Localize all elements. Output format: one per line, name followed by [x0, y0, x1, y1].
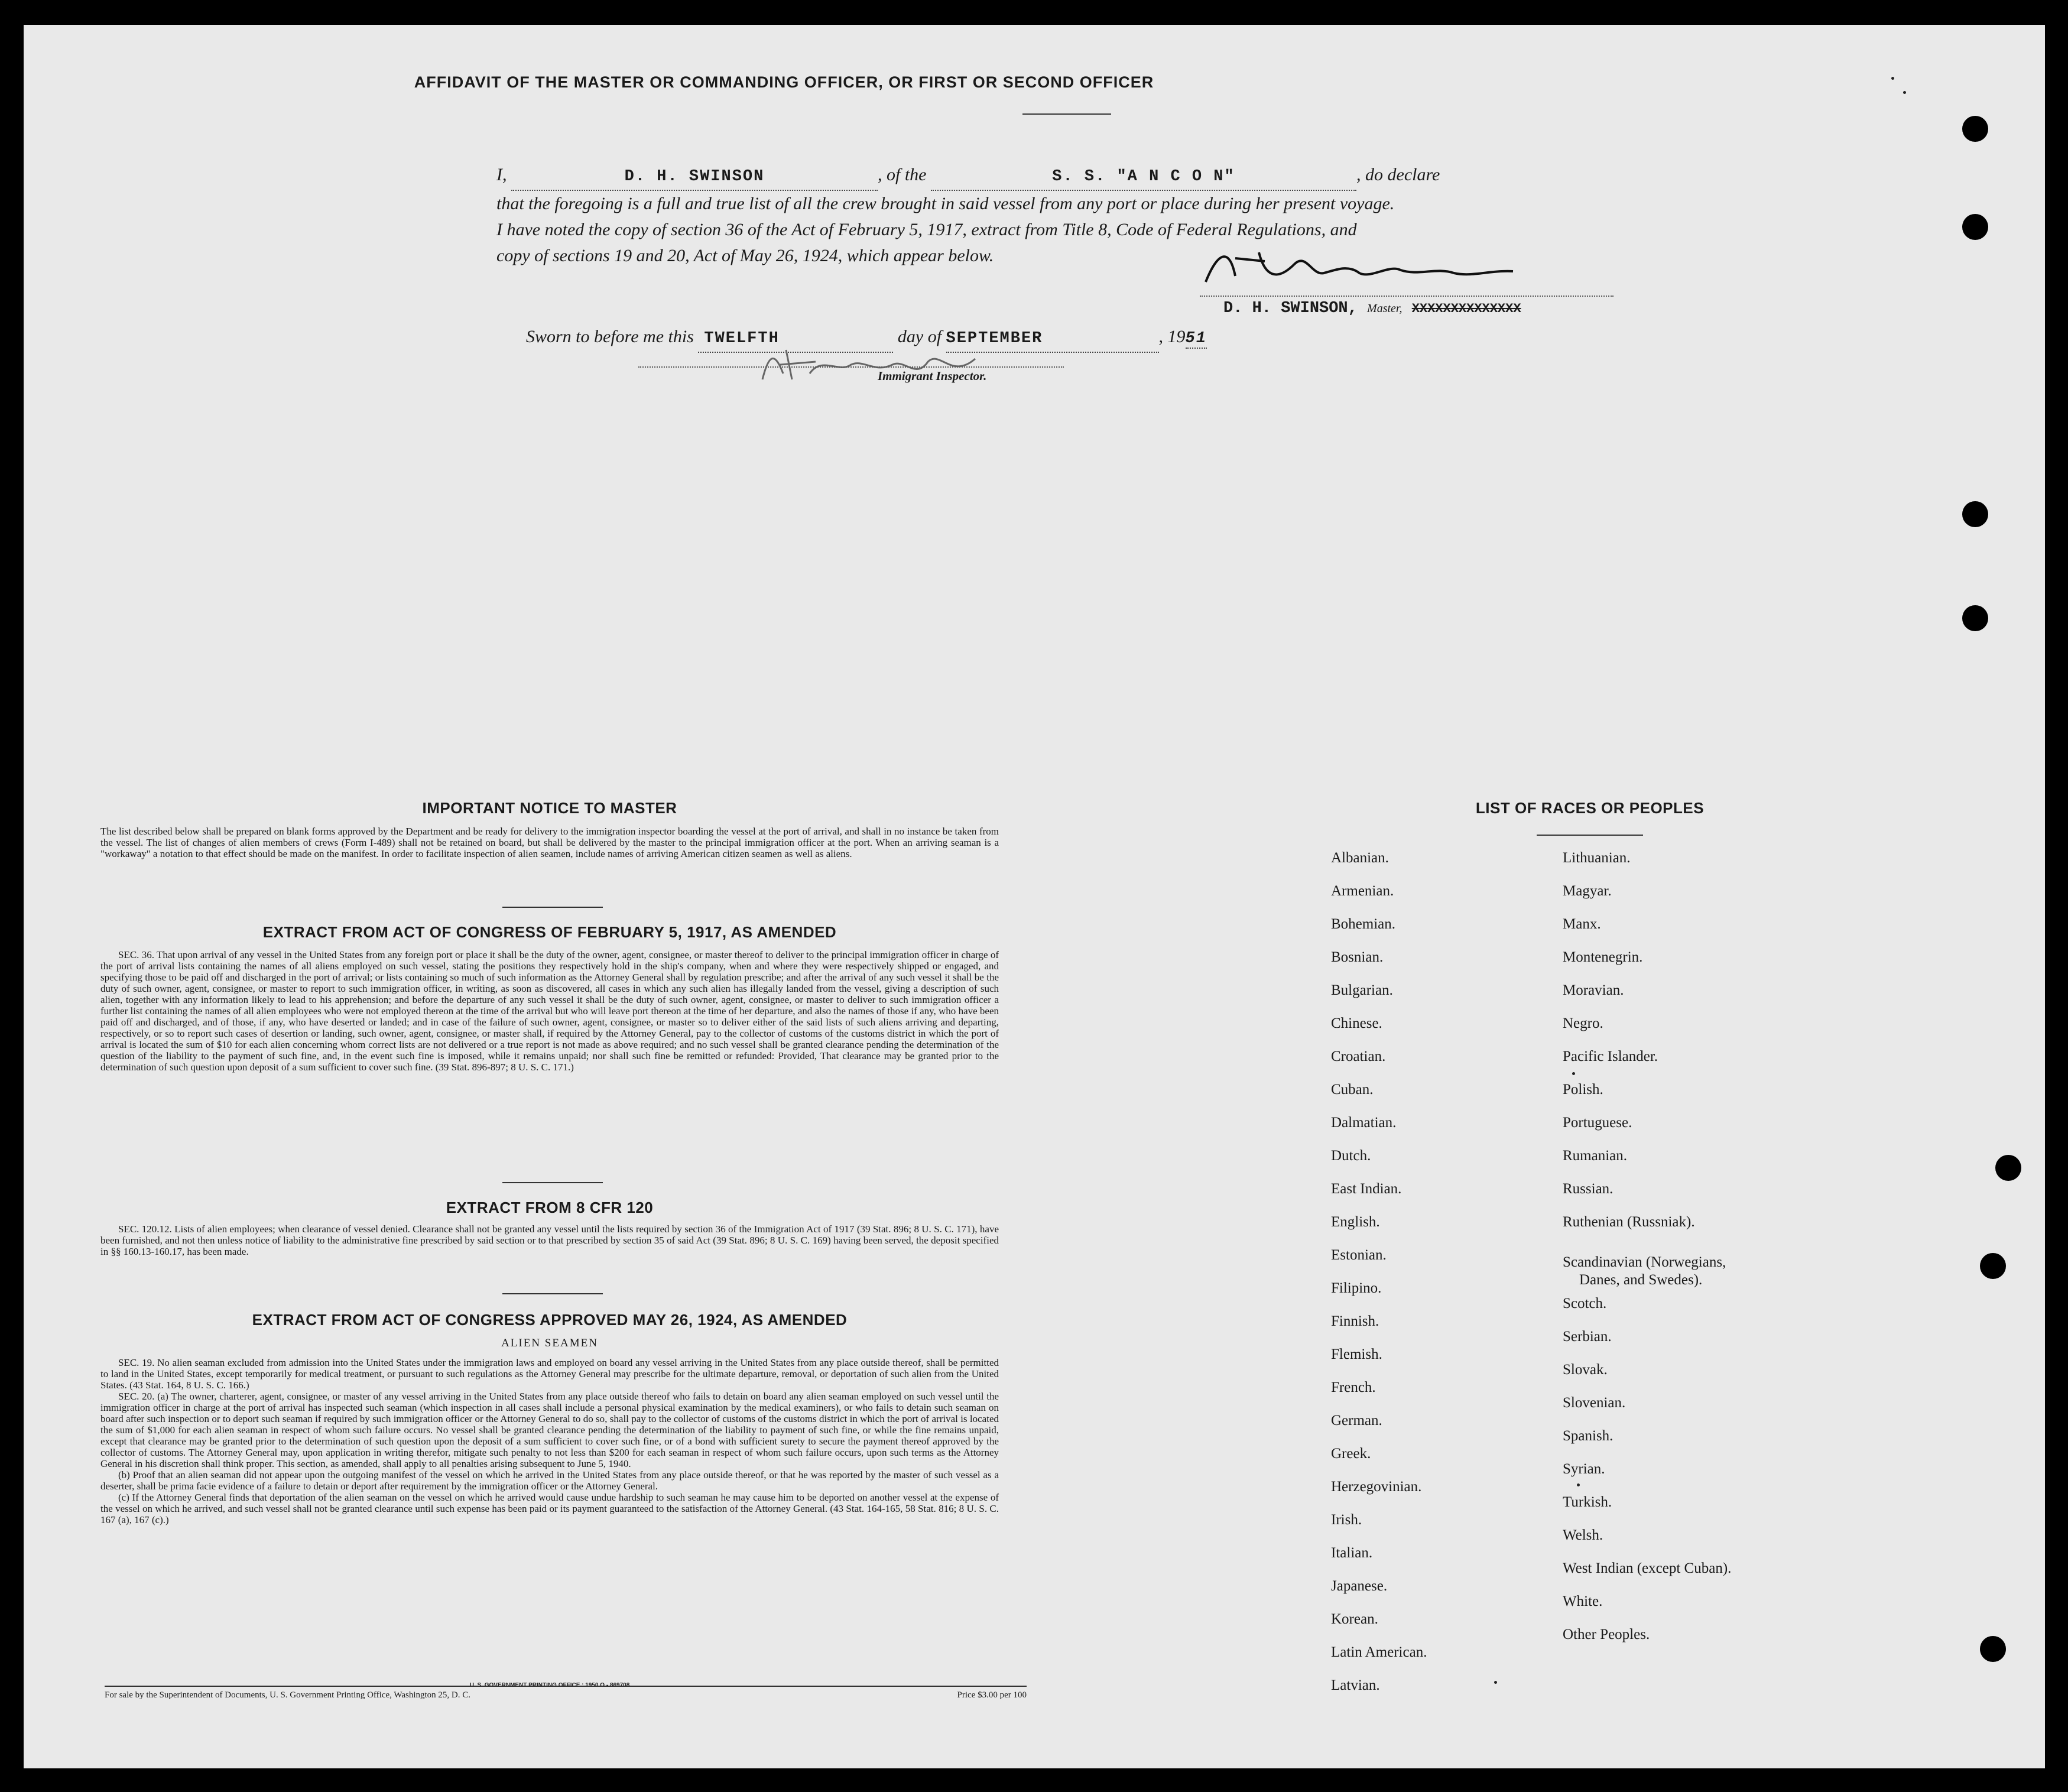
sec-20b-paragraph: (b) Proof that an alien seaman did not appear upon the outgoing manifest of the vessel on which he arrived in the United States from any place outside thereof, or that he was reported by the master of such vessel as a deserter, shall be prima facie evidence of a failure to detain or deport after requirement by the immigration officer or the Attorney General. — [100, 1469, 999, 1492]
race-entry: Estonian. — [1331, 1247, 1387, 1263]
race-entry: Herzegovinian. — [1331, 1479, 1422, 1495]
master-signer: D. H. SWINSON, Master, XXXXXXXXXXXXXX — [1223, 300, 1521, 317]
extract-1917-title: EXTRACT FROM ACT OF CONGRESS OF FEBRUARY 5, 1917, AS AMENDED — [262, 923, 837, 941]
divider-2 — [502, 1182, 603, 1183]
print-speck — [1891, 77, 1894, 80]
race-entry: White. — [1563, 1593, 1603, 1609]
race-entry: Albanian. — [1331, 850, 1389, 866]
race-entry: Irish. — [1331, 1512, 1362, 1528]
race-entry: Latvian. — [1331, 1677, 1380, 1693]
race-entry: Italian. — [1331, 1545, 1373, 1561]
binder-hole — [1980, 1636, 2006, 1662]
binder-hole — [1962, 605, 1988, 631]
extract-cfr-text: SEC. 120.12. Lists of alien employees; when clearance of vessel denied. Clearance shall not be granted any vessel until the lists required by section 36 of the Immigration Act of 1917 (39 Stat. 896; 8 U. S. C. 171), have been furnished, and not then unless notice of liability to the administrative fine prescribed by said section or to that prescribed by section 35 of said Act (39 Stat. 896; 8 U. S. C. 169) having been served, the deposit specified in §§ 160.13-160.17, has been made. — [100, 1223, 999, 1257]
race-entry: Bohemian. — [1331, 916, 1396, 932]
race-entry: French. — [1331, 1379, 1376, 1395]
sworn-line: Sworn to before me this TWELFTH day of SEPTEMBER , 1951 — [526, 324, 1353, 353]
race-entry: Manx. — [1563, 916, 1601, 932]
race-entry: Finnish. — [1331, 1313, 1379, 1329]
sec-20c-paragraph: (c) If the Attorney General finds that deportation of the alien seaman on the vessel on which he arrived would cause undue hardship to such seaman he may cause him to be deported on another vessel at the expense of the vessel on which he arrived, and such vessel shall not be granted clearance until such expense has been paid or its payment guaranteed to the satisfaction of the Attorney General. (43 Stat. 164-165, 58 Stat. 816; 8 U. S. C. 167 (a), 167 (c).) — [100, 1492, 999, 1525]
race-entry: Korean. — [1331, 1611, 1378, 1627]
race-entry: Dalmatian. — [1331, 1115, 1397, 1131]
affidavit-title: AFFIDAVIT OF THE MASTER OR COMMANDING OFFICER, OR FIRST OR SECOND OFFICER — [414, 73, 1154, 91]
race-entry: Chinese. — [1331, 1015, 1382, 1031]
race-entry: Slovenian. — [1563, 1395, 1626, 1411]
races-right-column — [1563, 849, 1731, 1659]
inspector-line — [638, 366, 1064, 368]
vessel-name: S. S. "A N C O N" — [931, 164, 1356, 191]
declaration-text-4: copy of sections 19 and 20, Act of May 26, 1924, which appear below. — [496, 246, 994, 265]
race-entry: Moravian. — [1563, 982, 1624, 998]
signature-line — [1200, 296, 1614, 297]
race-entry: Scotch. — [1563, 1296, 1607, 1311]
extract-1924-body — [100, 1357, 999, 1525]
footer-sale-note: For sale by the Superintendent of Documents, U. S. Government Printing Office, Washington 25, D. C. — [105, 1690, 470, 1700]
declaration-line: I, D. H. SWINSON , of the S. S. "A N C O N" , do declare — [496, 162, 1619, 191]
race-entry: East Indian. — [1331, 1181, 1402, 1197]
race-entry: Magyar. — [1563, 883, 1612, 899]
race-entry: Ruthenian (Russniak). — [1563, 1214, 1695, 1230]
race-entry: Welsh. — [1563, 1527, 1603, 1543]
inspector-label: Immigrant Inspector. — [878, 369, 987, 383]
alien-seamen-subtitle: ALIEN SEAMEN — [501, 1337, 598, 1349]
race-entry: Bosnian. — [1331, 949, 1384, 965]
race-entry: Bulgarian. — [1331, 982, 1393, 998]
race-entry: Greek. — [1331, 1446, 1371, 1462]
print-speck — [1572, 1072, 1575, 1075]
race-entry: Cuban. — [1331, 1082, 1374, 1098]
divider-3 — [502, 1293, 603, 1294]
sec-20a-paragraph: SEC. 20. (a) The owner, charterer, agent, consignee, or master of any vessel arriving in the United States from any place outside thereof who fails to detain on board any alien seaman employed on such vessel until the immigration officer in charge at the port of arrival has inspected such seaman (which inspection in all cases shall include a personal physical examination by the medical examiners), or who fails to detain such seaman on board after such inspection or to deport such seaman if required by such immigration officer or the Attorney General to do so, shall pay to the collector of customs of the customs district in which the port of arrival is located the sum of $1,000 for each alien seaman in respect of whom such failure occurs. No vessel shall be granted clearance pending the determination of the liability to payment of such fine, or while the fine remains unpaid, except that clearance may be granted prior to the determination of such question upon the deposit of a sum sufficient to cover such fine, or of a bond with sufficient surety to secure the payment thereof approved by the collector of customs. The Attorney General may, upon application in writing therefor, mitigate such penalty to not less than $200 for each seaman in respect of whom such failure occurs, upon such terms as the Attorney General in his discretion shall think proper. This section, as amended, shall apply to all penalties arising subsequent to June 5, 1940. — [100, 1391, 999, 1469]
race-entry: Polish. — [1563, 1082, 1603, 1098]
race-entry: Filipino. — [1331, 1280, 1382, 1296]
race-entry: English. — [1331, 1214, 1380, 1230]
race-entry: Danes, and Swedes). — [1579, 1272, 1703, 1288]
race-entry: Turkish. — [1563, 1494, 1612, 1510]
notice-title: IMPORTANT NOTICE TO MASTER — [422, 799, 677, 817]
race-entry: Latin American. — [1331, 1644, 1427, 1660]
binder-hole — [1995, 1155, 2021, 1181]
race-entry: Pacific Islander. — [1563, 1048, 1658, 1064]
extract-cfr-title: EXTRACT FROM 8 CFR 120 — [446, 1199, 654, 1216]
sworn-month: SEPTEMBER — [946, 326, 1159, 353]
notice-text: The list described below shall be prepared on blank forms approved by the Department and be ready for delivery to the immigration inspector boarding the vessel at the port of arrival, and shall in no instance be taken from the vessel. The list of changes of alien members of crews (Form I-489) shall not be retained on board, but shall be delivered by the master to the principal immigration officer at the port. When an arriving seaman is a "workaway" a notation to that effect should be made on the manifest. In order to facilitate inspection of alien seamen, include names of arriving American citizen seamen as well as aliens. — [100, 826, 999, 859]
race-entry: Slovak. — [1563, 1362, 1608, 1378]
race-entry: Negro. — [1563, 1015, 1603, 1031]
races-title: LIST OF RACES OR PEOPLES — [1475, 799, 1705, 817]
declaration-text-2: that the foregoing is a full and true list of all the crew brought in said vessel from any port or place during her present voyage. — [496, 194, 1395, 213]
race-entry: Croatian. — [1331, 1048, 1386, 1064]
race-entry: Spanish. — [1563, 1428, 1614, 1444]
race-entry: Serbian. — [1563, 1329, 1612, 1345]
race-entry: Other Peoples. — [1563, 1627, 1650, 1642]
binder-hole — [1962, 501, 1988, 527]
struck-title: XXXXXXXXXXXXXX — [1411, 301, 1521, 316]
sec-19-paragraph: SEC. 19. No alien seaman excluded from admission into the United States under the immigration laws and employed on board any vessel arriving in the United States from any place outside thereof, shall be permitted to land in the United States, except temporarily for medical treatment, or pursuant to such regulations as the Attorney General may prescribe for the ultimate departure, removal, or deportation of such alien from the United States. (43 Stat. 164, 8 U. S. C. 166.) — [100, 1357, 999, 1391]
race-entry: Armenian. — [1331, 883, 1394, 899]
footer — [105, 1690, 1027, 1700]
race-entry: Rumanian. — [1563, 1148, 1628, 1164]
footer-rule — [105, 1686, 1027, 1687]
race-entry: Montenegrin. — [1563, 949, 1643, 965]
extract-1924-title: EXTRACT FROM ACT OF CONGRESS APPROVED MAY 26, 1924, AS AMENDED — [252, 1311, 848, 1329]
race-entry: Syrian. — [1563, 1461, 1605, 1477]
binder-hole — [1962, 116, 1988, 142]
race-entry: German. — [1331, 1413, 1382, 1429]
race-entry: Japanese. — [1331, 1578, 1388, 1594]
print-speck — [1903, 91, 1906, 94]
race-entry: Scandinavian (Norwegians, — [1563, 1254, 1726, 1270]
print-speck — [1494, 1681, 1497, 1684]
declaration-text-3: I have noted the copy of section 36 of the Act of February 5, 1917, extract from Title 8, Code of Federal Regulations, and — [496, 220, 1357, 239]
races-divider — [1537, 835, 1643, 836]
races-left-column — [1331, 849, 1427, 1710]
sworn-day: TWELFTH — [698, 326, 893, 353]
race-entry: West Indian (except Cuban). — [1563, 1560, 1732, 1576]
race-entry: Flemish. — [1331, 1346, 1382, 1362]
race-entry: Lithuanian. — [1563, 850, 1631, 866]
print-speck — [1577, 1483, 1580, 1486]
race-entry: Russian. — [1563, 1181, 1614, 1197]
declarant-name: D. H. SWINSON — [511, 164, 878, 191]
title-divider — [1022, 113, 1111, 115]
footer-price: Price $3.00 per 100 — [957, 1690, 1027, 1700]
sworn-year: 51 — [1185, 330, 1207, 348]
race-entry: Portuguese. — [1563, 1115, 1632, 1131]
binder-hole — [1962, 214, 1988, 240]
divider-1 — [502, 907, 603, 908]
race-entry: Dutch. — [1331, 1148, 1371, 1164]
extract-1917-text: SEC. 36. That upon arrival of any vessel in the United States from any foreign port or place it shall be the duty of the owner, agent, consignee, or master thereof to deliver to the principal immigration officer in charge of the port of arrival lists containing the names of all aliens employed on such vessel, stating the positions they respectively hold in the ship's company, when and where they were respectively shipped or engaged, and specifying those to be paid off and discharged in the port of arrival; or lists containing so much of such information as the Attorney General shall by regulation prescribe; and after the arrival of any such vessel it shall be the duty of such owner, agent, consignee, or master to report to such immigration officer, in writing, as soon as discovered, all cases in which any such alien has illegally landed from the vessel, giving a description of such alien, together with any information likely to lead to his apprehension; and before the departure of any such vessel it shall be the duty of such owner, agent, consignee, or master to deliver to such immigration officer a further list containing the names of all alien employees who were not employed thereon at the time of the arrival but who will leave port thereon at the time of her departure, and also the names of those if any, who have been paid off and discharged, and of those, if any, who have deserted or landed; and in case of the failure of such owner, agent, consignee, or master so to deliver either of the said lists of such aliens arriving and departing, respectively, or so to report such cases of desertion or landing, such owner, agent, consignee, or master shall, if required by the Attorney General, pay to the collector of customs of the customs district in which the port of arrival is located the sum of $10 for each alien concerning whom correct lists are not delivered or a true report is not made as above required; and no such vessel shall be granted clearance pending the determination of the question of the liability to the payment of such fine, and, in the event such fine is imposed, while it remains unpaid; nor shall such fine be remitted or refunded: Provided, That clearance may be granted prior to the determination of such question upon deposit of a sum sufficient to cover such fine. (39 Stat. 896-897; 8 U. S. C. 171.) — [100, 949, 999, 1073]
binder-hole — [1980, 1253, 2006, 1279]
printing-office-note: U. S. GOVERNMENT PRINTING OFFICE : 1950 O - 869708 — [469, 1682, 630, 1689]
document-page — [24, 25, 2045, 1768]
